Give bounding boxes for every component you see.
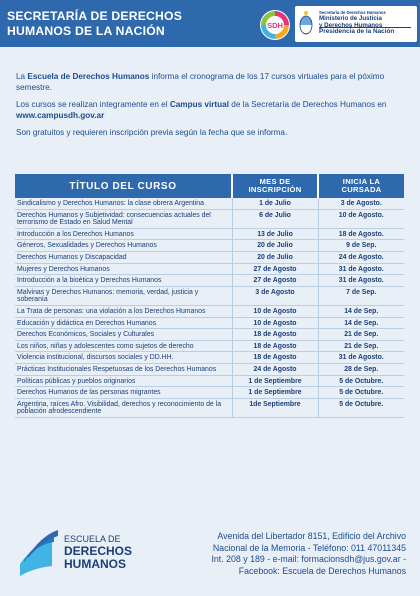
course-title: La Trata de personas: una violación a los Derechos Humanos	[15, 305, 232, 317]
registration-date: 27 de Agosto	[232, 275, 318, 287]
start-date: 14 de Sep.	[318, 305, 404, 317]
logo-line-3: HUMANOS	[64, 557, 126, 571]
registration-date: 13 de Julio	[232, 228, 318, 240]
registration-date: 6 de Julio	[232, 209, 318, 228]
table-row	[15, 198, 404, 209]
intro-text	[16, 72, 406, 146]
start-date: 31 de Agosto.	[318, 352, 404, 364]
start-date: 21 de Sep.	[318, 340, 404, 352]
registration-date: 1de Septiembre	[232, 398, 318, 417]
registration-date: 27 de Agosto	[232, 263, 318, 275]
contact-phone: Nacional de la Memoria - Teléfono: 011 47011345	[212, 542, 406, 553]
registration-date: 18 de Agosto	[232, 340, 318, 352]
book-icon	[20, 530, 58, 576]
registration-date: 18 de Agosto	[232, 352, 318, 364]
table-row	[15, 317, 404, 329]
start-date: 14 de Sep.	[318, 317, 404, 329]
course-title: Políticas públicas y pueblos originarios	[15, 375, 232, 387]
course-title: Educación y didáctica en Derechos Humanos	[15, 317, 232, 329]
course-title: Derechos Humanos de las personas migrantes	[15, 387, 232, 399]
ministry-name-line-2: y Derechos Humanos	[319, 22, 383, 29]
start-date: 24 de Agosto.	[318, 251, 404, 263]
table-row	[15, 329, 404, 341]
presidency-label: Presidencia de la Nación	[319, 28, 395, 35]
logo-line-1: ESCUELA DE	[64, 534, 121, 544]
header-start-line-2: CURSADA	[341, 185, 382, 194]
table-row	[15, 375, 404, 387]
course-title: Derechos Humanos y Discapacidad	[15, 251, 232, 263]
start-date: 31 de Agosto.	[318, 263, 404, 275]
registration-date: 3 de Agosto	[232, 286, 318, 305]
course-title: Mujeres y Derechos Humanos	[15, 263, 232, 275]
header-start-date	[318, 174, 404, 198]
contact-address: Avenida del Libertador 8151, Edificio del Archivo	[217, 531, 406, 541]
header-registration-month	[232, 174, 318, 198]
table-row	[15, 398, 404, 417]
course-schedule-table	[15, 174, 404, 418]
intro-p2-text-2: de la Secretaría de Derechos Humanos en	[228, 100, 387, 110]
national-seal-icon	[299, 10, 313, 36]
course-title: Argentina, raíces Afro. Visibilidad, derechos y reconocimiento de la población afrodescendiente	[15, 398, 232, 417]
intro-paragraph-3: Son gratuitos y requieren inscripción previa según la fecha que se informa.	[16, 128, 288, 138]
start-date: 10 de Agosto.	[318, 209, 404, 228]
registration-date: 1 de Septiembre	[232, 387, 318, 399]
course-title: Géneros, Sexualidades y Derechos Humanos	[15, 240, 232, 252]
course-title: Malvinas y Derechos Humanos: memoria, verdad, justicia y soberanía	[15, 286, 232, 305]
campus-name: Campus virtual	[169, 100, 229, 110]
title-line-1: SECRETARÍA DE DERECHOS	[7, 9, 183, 23]
start-date: 18 de Agosto.	[318, 228, 404, 240]
table-row	[15, 352, 404, 364]
start-date: 7 de Sep.	[318, 286, 404, 305]
course-title: Introducción a la bioética y Derechos Humanos	[15, 275, 232, 287]
table-row	[15, 387, 404, 399]
table-row	[15, 363, 404, 375]
start-date: 9 de Sep.	[318, 240, 404, 252]
start-date: 31 de Agosto.	[318, 275, 404, 287]
start-date: 3 de Agosto.	[318, 198, 404, 209]
sdh-logo-icon	[259, 9, 291, 41]
course-title: Introducción a los Derechos Humanos	[15, 228, 232, 240]
table-row	[15, 228, 404, 240]
registration-date: 20 de Julio	[232, 240, 318, 252]
registration-date: 10 de Agosto	[232, 305, 318, 317]
table-row	[15, 209, 404, 228]
intro-paragraph-1	[16, 72, 406, 93]
course-title: Derechos Humanos y Subjetividad: consecuencias actuales del terrorismo de Estado en Salud Mental	[15, 209, 232, 228]
registration-date: 1 de Julio	[232, 198, 318, 209]
table-row	[15, 340, 404, 352]
intro-p1-text: La	[16, 72, 28, 81]
contact-facebook[interactable]: Facebook: Escuela de Derechos Humanos	[238, 565, 406, 576]
table-header-row	[15, 174, 404, 198]
ministry-name-line-1: Ministerio de Justicia	[319, 15, 382, 22]
school-name: Escuela de Derechos Humanos	[27, 72, 150, 81]
title-line-2: HUMANOS DE LA NACIÓN	[7, 24, 165, 38]
table-row	[15, 240, 404, 252]
header-registration-line-2: INSCRIPCIÓN	[248, 185, 302, 194]
registration-date: 24 de Agosto	[232, 363, 318, 375]
contact-email[interactable]: Int. 208 y 189 - e-mail: formacionsdh@jus.gov.ar -	[211, 554, 406, 564]
registration-date: 1 de Septiembre	[232, 375, 318, 387]
course-title: Derechos Económicos, Sociales y Culturales	[15, 329, 232, 341]
intro-p1-text-2: informa el cronograma de los 17 cursos virtuales para el póximo semestre.	[16, 72, 385, 92]
start-date: 5 de Octubre.	[318, 387, 404, 399]
header-start-line-1: INICIA LA	[342, 176, 381, 186]
registration-date: 20 de Julio	[232, 251, 318, 263]
table-row	[15, 251, 404, 263]
contact-info	[180, 531, 406, 577]
start-date: 21 de Sep.	[318, 329, 404, 341]
table-row	[15, 263, 404, 275]
registration-date: 18 de Agosto	[232, 329, 318, 341]
header-registration-line-1: MES DE	[259, 176, 291, 186]
sdh-logo-text: SDH	[267, 21, 283, 30]
table-row	[15, 275, 404, 287]
page-title	[7, 9, 227, 39]
logo-line-2: DERECHOS	[64, 544, 133, 558]
secretariat-label: Secretaría de Derechos Humanos	[319, 10, 386, 15]
table-row	[15, 305, 404, 317]
course-title: Sindicalismo y Derechos Humanos: la clase obrera Argentina	[15, 198, 232, 209]
table-row	[15, 286, 404, 305]
ministry-logo	[295, 6, 417, 42]
intro-paragraph-2	[16, 100, 406, 121]
header-banner	[0, 0, 420, 47]
campus-link[interactable]: www.campusdh.gov.ar	[16, 110, 105, 120]
school-logo	[16, 520, 156, 580]
start-date: 5 de Octubre.	[318, 398, 404, 417]
course-title: Los niños, niñas y adolescentes como sujetos de derecho	[15, 340, 232, 352]
course-title: Prácticas Institucionales Respetuosas de los Derechos Humanos	[15, 363, 232, 375]
header-course-title: TÍTULO DEL CURSO	[15, 174, 232, 198]
registration-date: 10 de Agosto	[232, 317, 318, 329]
intro-p2-text: Los cursos se realizan integramente en el	[16, 100, 170, 110]
course-title: Violencia institucional, discursos sociales y DD.HH.	[15, 352, 232, 364]
start-date: 5 de Octubre.	[318, 375, 404, 387]
start-date: 28 de Sep.	[318, 363, 404, 375]
